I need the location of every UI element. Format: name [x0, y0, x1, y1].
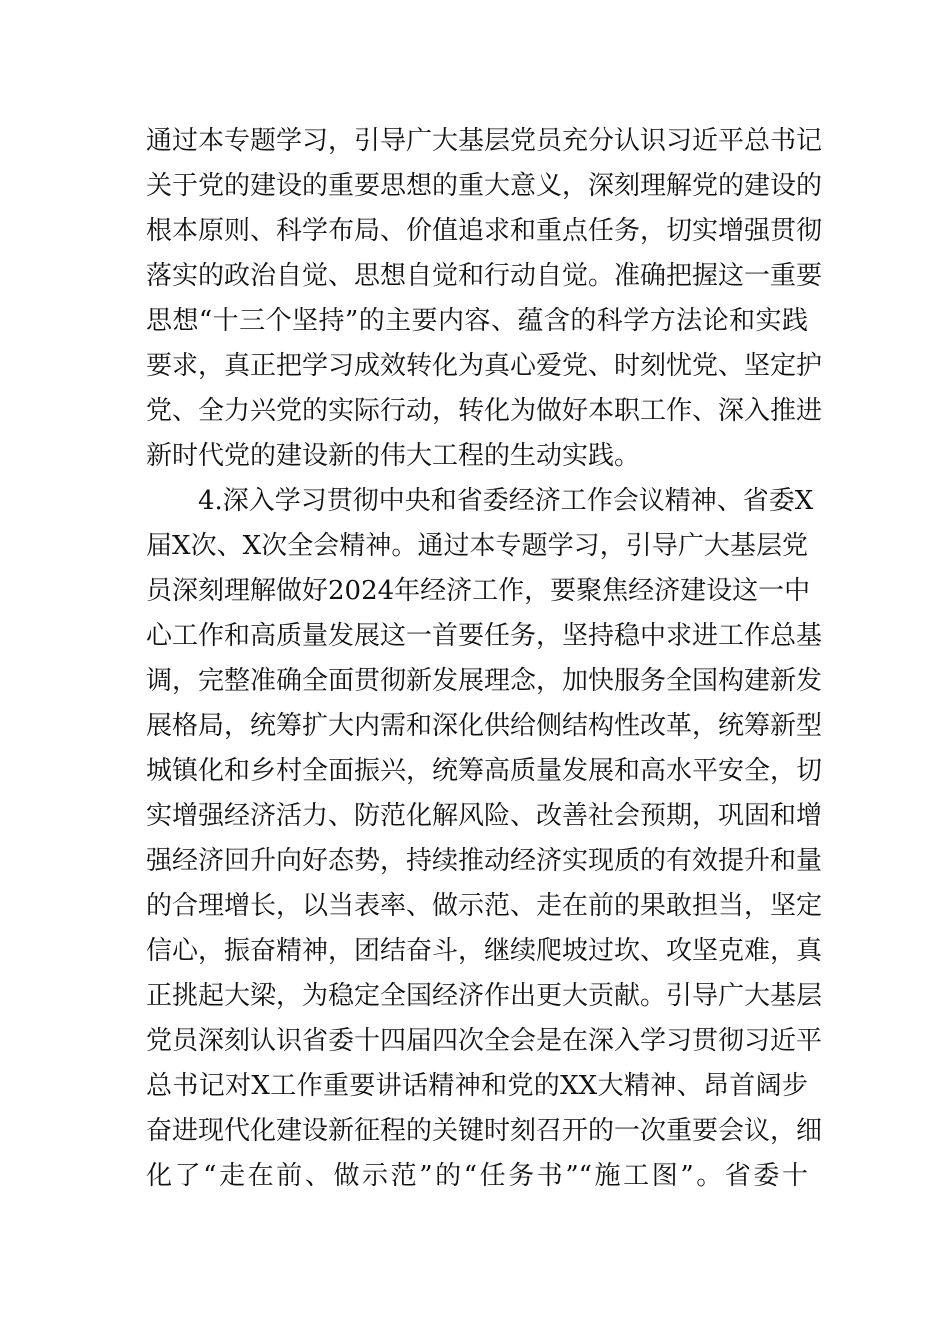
text-line-10: 届X次、X次全会精神。通过本专题学习，引导广大基层党 — [146, 531, 808, 561]
text-line-4: 落实的政治自觉、思想自觉和行动自觉。准确把握这一重要 — [146, 261, 823, 291]
text-line-16: 实增强经济活力、防范化解风险、改善社会预期，巩固和增 — [146, 801, 823, 831]
text-line-12: 心工作和高质量发展这一首要任务，坚持稳中求进工作总基 — [146, 621, 823, 651]
text-line-17: 强经济回升向好态势，持续推动经济实现质的有效提升和量 — [146, 846, 823, 876]
text-line-21: 党员深刻认识省委十四届四次全会是在深入学习贯彻习近平 — [146, 1026, 823, 1056]
text-line-2: 关于党的建设的重要思想的重大意义，深刻理解党的建设的 — [146, 171, 823, 201]
text-line-19: 信心，振奋精神，团结奋斗，继续爬坡过坎、攻坚克难，真 — [146, 936, 823, 966]
text-line-6: 要求，真正把学习成效转化为真心爱党、时刻忧党、坚定护 — [146, 351, 823, 381]
text-line-15: 城镇化和乡村全面振兴，统筹高质量发展和高水平安全，切 — [146, 756, 823, 786]
text-line-3: 根本原则、科学布局、价值追求和重点任务，切实增强贯彻 — [146, 216, 823, 246]
text-line-7: 党、全力兴党的实际行动，转化为做好本职工作、深入推进 — [146, 396, 823, 426]
text-line-5: 思想“十三个坚持”的主要内容、蕴含的科学方法论和实践 — [146, 306, 808, 336]
text-line-13: 调，完整准确全面贯彻新发展理念，加快服务全国构建新发 — [146, 666, 823, 696]
text-line-8: 新时代党的建设新的伟大工程的生动实践。 — [146, 441, 641, 471]
text-line-23: 奋进现代化建设新征程的关键时刻召开的一次重要会议，细 — [146, 1116, 823, 1146]
text-line-22: 总书记对X工作重要讲话精神和党的XX大精神、昂首阔步 — [146, 1071, 808, 1101]
text-line-24: 化了“走在前、做示范”的“任务书”“施工图”。省委十 — [146, 1161, 808, 1191]
text-line-1: 通过本专题学习，引导广大基层党员充分认识习近平总书记 — [146, 126, 823, 156]
text-line-20: 正挑起大梁，为稳定全国经济作出更大贡献。引导广大基层 — [146, 981, 823, 1011]
text-line-11: 员深刻理解做好2024年经济工作，要聚焦经济建设这一中 — [146, 576, 811, 606]
text-line-18: 的合理增长，以当表率、做示范、走在前的果敢担当，坚定 — [146, 891, 823, 921]
text-line-14: 展格局，统筹扩大内需和深化供给侧结构性改革，统筹新型 — [146, 711, 823, 741]
text-line-9: 4.深入学习贯彻中央和省委经济工作会议精神、省委X — [198, 486, 814, 516]
